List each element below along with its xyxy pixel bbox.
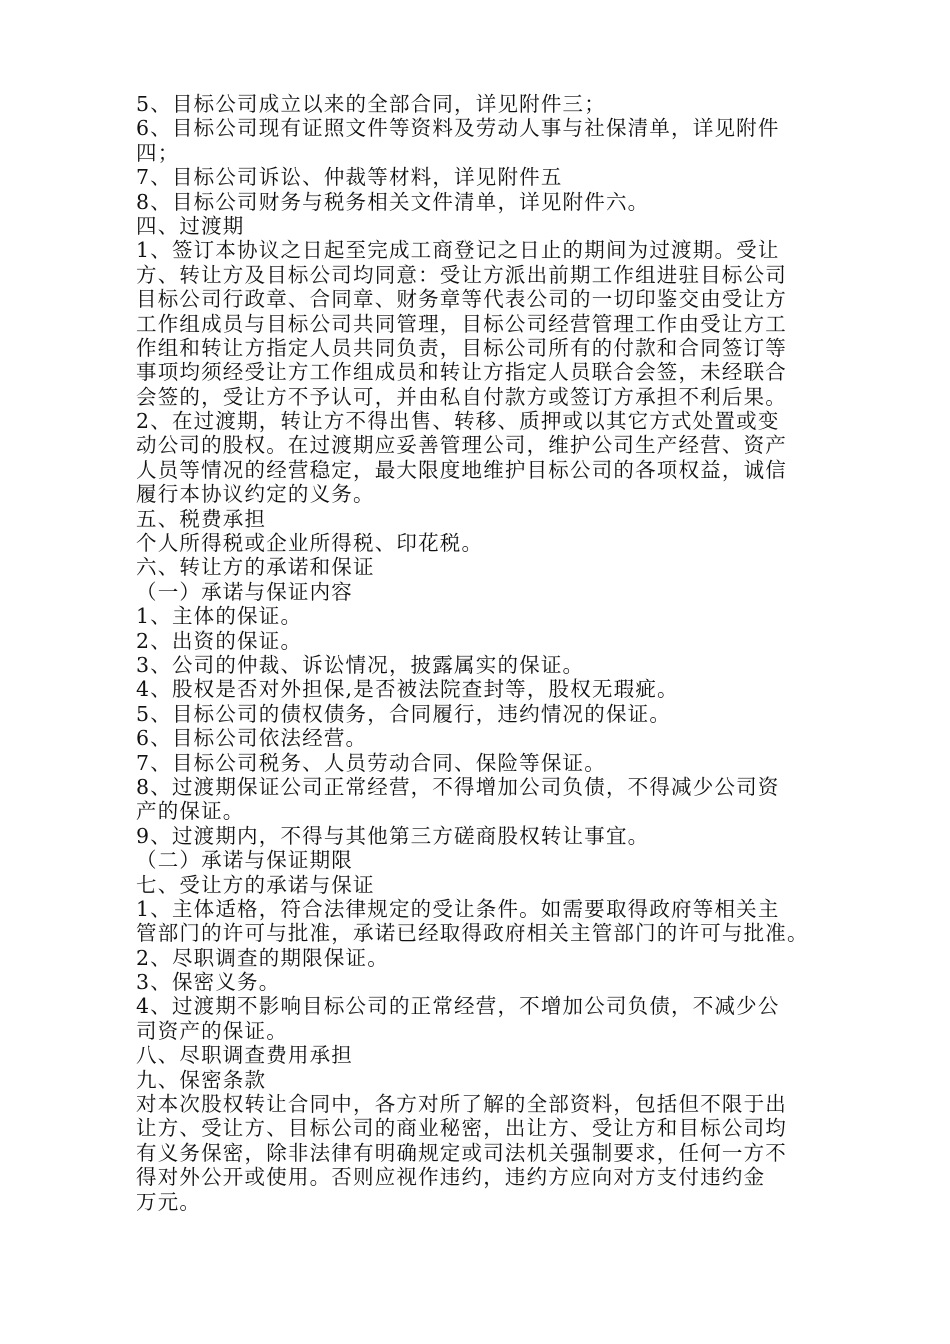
text-line: 2、出资的保证。 bbox=[136, 628, 303, 653]
text-line: 1、主体的保证。 bbox=[136, 604, 303, 629]
text-line: 事项均须经受让方工作组成员和转让方指定人员联合会签，未经联合 bbox=[136, 360, 787, 385]
text-line: 5、目标公司的债权债务，合同履行，违约情况的保证。 bbox=[136, 701, 672, 726]
section-heading: 七、受让方的承诺与保证 bbox=[136, 872, 375, 897]
text-line: 履行本协议约定的义务。 bbox=[136, 482, 375, 507]
subsection-heading: （二）承诺与保证期限 bbox=[136, 848, 353, 873]
text-line: 目标公司行政章、合同章、财务章等代表公司的一切印鉴交由受让方 bbox=[136, 287, 787, 312]
text-line: 8、目标公司财务与税务相关文件清单，详见附件六。 bbox=[136, 189, 650, 214]
text-line: 万元。 bbox=[136, 1189, 202, 1214]
subsection-heading: （一）承诺与保证内容 bbox=[136, 579, 353, 604]
text-line: 8、过渡期保证公司正常经营，不得增加公司负债，不得减少公司资 bbox=[136, 774, 780, 799]
document-body bbox=[136, 92, 816, 1214]
text-line: 司资产的保证。 bbox=[136, 1018, 288, 1043]
text-line: 动公司的股权。在过渡期应妥善管理公司，维护公司生产经营、资产 bbox=[136, 433, 787, 458]
text-line: 1、签订本协议之日起至完成工商登记之日止的期间为过渡期。受让 bbox=[136, 238, 780, 263]
text-line: 6、目标公司依法经营。 bbox=[136, 726, 368, 751]
text-line: 5、目标公司成立以来的全部合同，详见附件三； bbox=[136, 92, 606, 116]
text-line: 会签的，受让方不予认可，并由私自付款方或签订方承担不利后果。 bbox=[136, 384, 787, 409]
text-line: 个人所得税或企业所得税、印花税。 bbox=[136, 531, 484, 556]
text-line: 四； bbox=[136, 140, 180, 165]
text-line: 方、转让方及目标公司均同意：受让方派出前期工作组进驻目标公司 bbox=[136, 262, 787, 287]
text-line: 管部门的许可与批准，承诺已经取得政府相关主管部门的许可与批准。 bbox=[136, 921, 809, 946]
text-line: 让方、受让方、目标公司的商业秘密，出让方、受让方和目标公司均 bbox=[136, 1116, 787, 1141]
text-line: 有义务保密，除非法律有明确规定或司法机关强制要求，任何一方不 bbox=[136, 1140, 787, 1165]
text-line: 产的保证。 bbox=[136, 799, 245, 824]
text-line: 4、股权是否对外担保,是否被法院查封等，股权无瑕疵。 bbox=[136, 677, 679, 702]
text-line: 4、过渡期不影响目标公司的正常经营，不增加公司负债，不减少公 bbox=[136, 994, 780, 1019]
section-heading: 九、保密条款 bbox=[136, 1067, 267, 1092]
text-line: 9、过渡期内，不得与其他第三方磋商股权转让事宜。 bbox=[136, 823, 650, 848]
text-line: 2、在过渡期，转让方不得出售、转移、质押或以其它方式处置或变 bbox=[136, 409, 780, 434]
text-line: 6、目标公司现有证照文件等资料及劳动人事与社保清单，详见附件 bbox=[136, 116, 780, 141]
text-line: 作组和转让方指定人员共同负责，目标公司所有的付款和合同签订等 bbox=[136, 335, 787, 360]
text-line: 3、公司的仲裁、诉讼情况，披露属实的保证。 bbox=[136, 652, 585, 677]
section-heading: 八、尽职调查费用承担 bbox=[136, 1043, 353, 1068]
text-line: 2、尽职调查的期限保证。 bbox=[136, 945, 389, 970]
section-heading: 五、税费承担 bbox=[136, 506, 267, 531]
text-line: 人员等情况的经营稳定，最大限度地维护目标公司的各项权益，诚信 bbox=[136, 457, 787, 482]
text-line: 3、保密义务。 bbox=[136, 970, 281, 995]
text-line: 对本次股权转让合同中，各方对所了解的全部资料，包括但不限于出 bbox=[136, 1092, 787, 1117]
section-heading: 六、转让方的承诺和保证 bbox=[136, 555, 375, 580]
text-line: 7、目标公司税务、人员劳动合同、保险等保证。 bbox=[136, 750, 606, 775]
text-line: 1、主体适格，符合法律规定的受让条件。如需要取得政府等相关主 bbox=[136, 896, 780, 921]
text-line: 工作组成员与目标公司共同管理，目标公司经营管理工作由受让方工 bbox=[136, 311, 787, 336]
text-line: 得对外公开或使用。否则应视作违约，违约方应向对方支付违约金 bbox=[136, 1165, 766, 1190]
section-heading: 四、过渡期 bbox=[136, 213, 245, 238]
text-line: 7、目标公司诉讼、仲裁等材料，详见附件五 bbox=[136, 165, 563, 190]
